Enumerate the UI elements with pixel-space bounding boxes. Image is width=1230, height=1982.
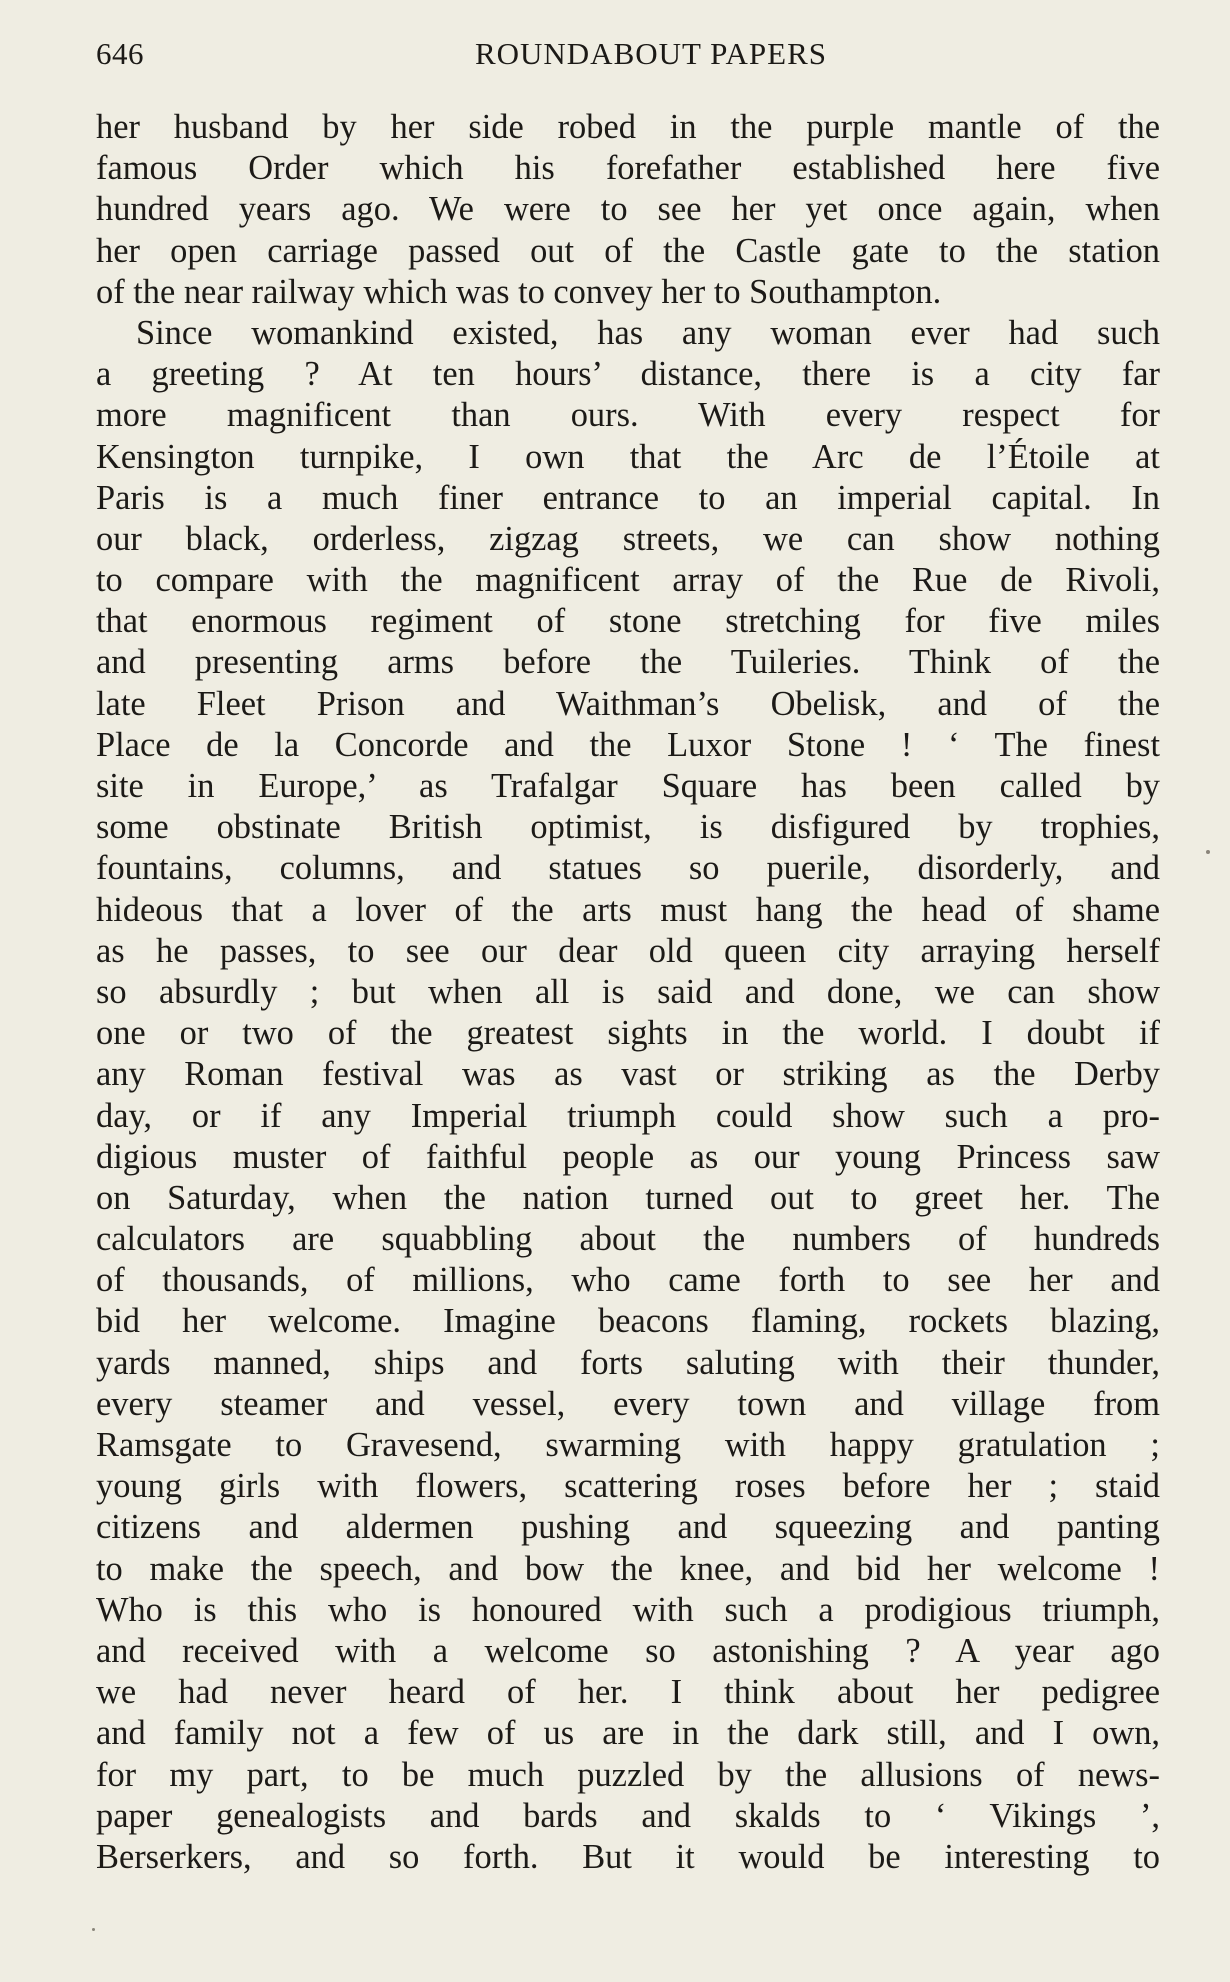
text-line: some obstinate British optimist, is disfigured by trophies, [96, 808, 1160, 847]
text-line: any Roman festival was as vast or striking as the Derby [96, 1055, 1160, 1094]
page-number: 646 [96, 36, 144, 71]
text-line: to make the speech, and bow the knee, and bid her welcome ! [96, 1549, 1160, 1588]
text-line: bid her welcome. Imagine beacons flaming, rockets blazing, [96, 1302, 1160, 1341]
text-line: Place de la Concorde and the Luxor Stone ! ‘ The finest [96, 725, 1160, 764]
text-line: young girls with flowers, scattering roses before her ; staid [96, 1467, 1160, 1506]
text-line: hundred years ago. We were to see her yet once again, when [96, 190, 1160, 229]
running-head [96, 32, 1166, 76]
text-line: for my part, to be much puzzled by the allusions of news- [96, 1755, 1160, 1794]
paper-speck [92, 1928, 95, 1931]
text-line: we had never heard of her. I think about her pedigree [96, 1673, 1160, 1712]
text-line: famous Order which his forefather established here five [96, 149, 1160, 188]
paper-speck [1206, 850, 1210, 854]
text-line: Paris is a much finer entrance to an imperial capital. In [96, 478, 1160, 517]
text-line: calculators are squabbling about the numbers of hundreds [96, 1220, 1160, 1259]
text-line: to compare with the magnificent array of the Rue de Rivoli, [96, 561, 1160, 600]
text-line: Ramsgate to Gravesend, swarming with happy gratulation ; [96, 1426, 1160, 1464]
text-line: yards manned, ships and forts saluting with their thunder, [96, 1343, 1160, 1382]
text-line: our black, orderless, zigzag streets, we can show nothing [96, 519, 1160, 558]
text-line: more magnificent than ours. With every respect for [96, 396, 1160, 435]
text-line: and presenting arms before the Tuileries. Think of the [96, 643, 1160, 682]
text-line: that enormous regiment of stone stretching for five miles [96, 602, 1160, 641]
text-line: of thousands, of millions, who came forth to see her and [96, 1261, 1160, 1300]
text-line: digious muster of faithful people as our young Princess saw [96, 1137, 1160, 1176]
text-line: paper genealogists and bards and skalds to ‘ Vikings ’, [96, 1796, 1160, 1835]
text-line: on Saturday, when the nation turned out to greet her. The [96, 1178, 1160, 1217]
text-line: hideous that a lover of the arts must hang the head of shame [96, 890, 1160, 929]
text-line: fountains, columns, and statues so puerile, disorderly, and [96, 849, 1160, 888]
text-line: site in Europe,’ as Trafalgar Square has been called by [96, 767, 1160, 805]
text-line: her open carriage passed out of the Castle gate to the station [96, 231, 1160, 270]
text-line: late Fleet Prison and Waithman’s Obelisk, and of the [96, 684, 1160, 723]
text-line: every steamer and vessel, every town and village from [96, 1384, 1160, 1423]
text-line: Since womankind existed, has any woman ever had such [136, 313, 1160, 352]
body-text [96, 107, 1160, 1878]
text-line: and received with a welcome so astonishing ? A year ago [96, 1631, 1160, 1670]
text-line: so absurdly ; but when all is said and done, we can show [96, 972, 1160, 1011]
text-line: Who is this who is honoured with such a prodigious triumph, [96, 1590, 1160, 1629]
text-line: Kensington turnpike, I own that the Arc de l’Étoile at [96, 437, 1160, 476]
text-line: Berserkers, and so forth. But it would be interesting to [96, 1837, 1160, 1876]
text-line: as he passes, to see our dear old queen city arraying herself [96, 931, 1160, 970]
running-title: ROUNDABOUT PAPERS [474, 36, 828, 71]
text-line: of the near railway which was to convey her to Southampton. [96, 272, 942, 311]
text-line: and family not a few of us are in the dark still, and I own, [96, 1714, 1160, 1753]
text-line: day, or if any Imperial triumph could show such a pro- [96, 1096, 1160, 1135]
text-line: a greeting ? At ten hours’ distance, there is a city far [96, 355, 1160, 394]
text-line: her husband by her side robed in the purple mantle of the [96, 108, 1160, 146]
text-line: citizens and aldermen pushing and squeezing and panting [96, 1508, 1160, 1547]
text-line: one or two of the greatest sights in the world. I doubt if [96, 1014, 1160, 1053]
